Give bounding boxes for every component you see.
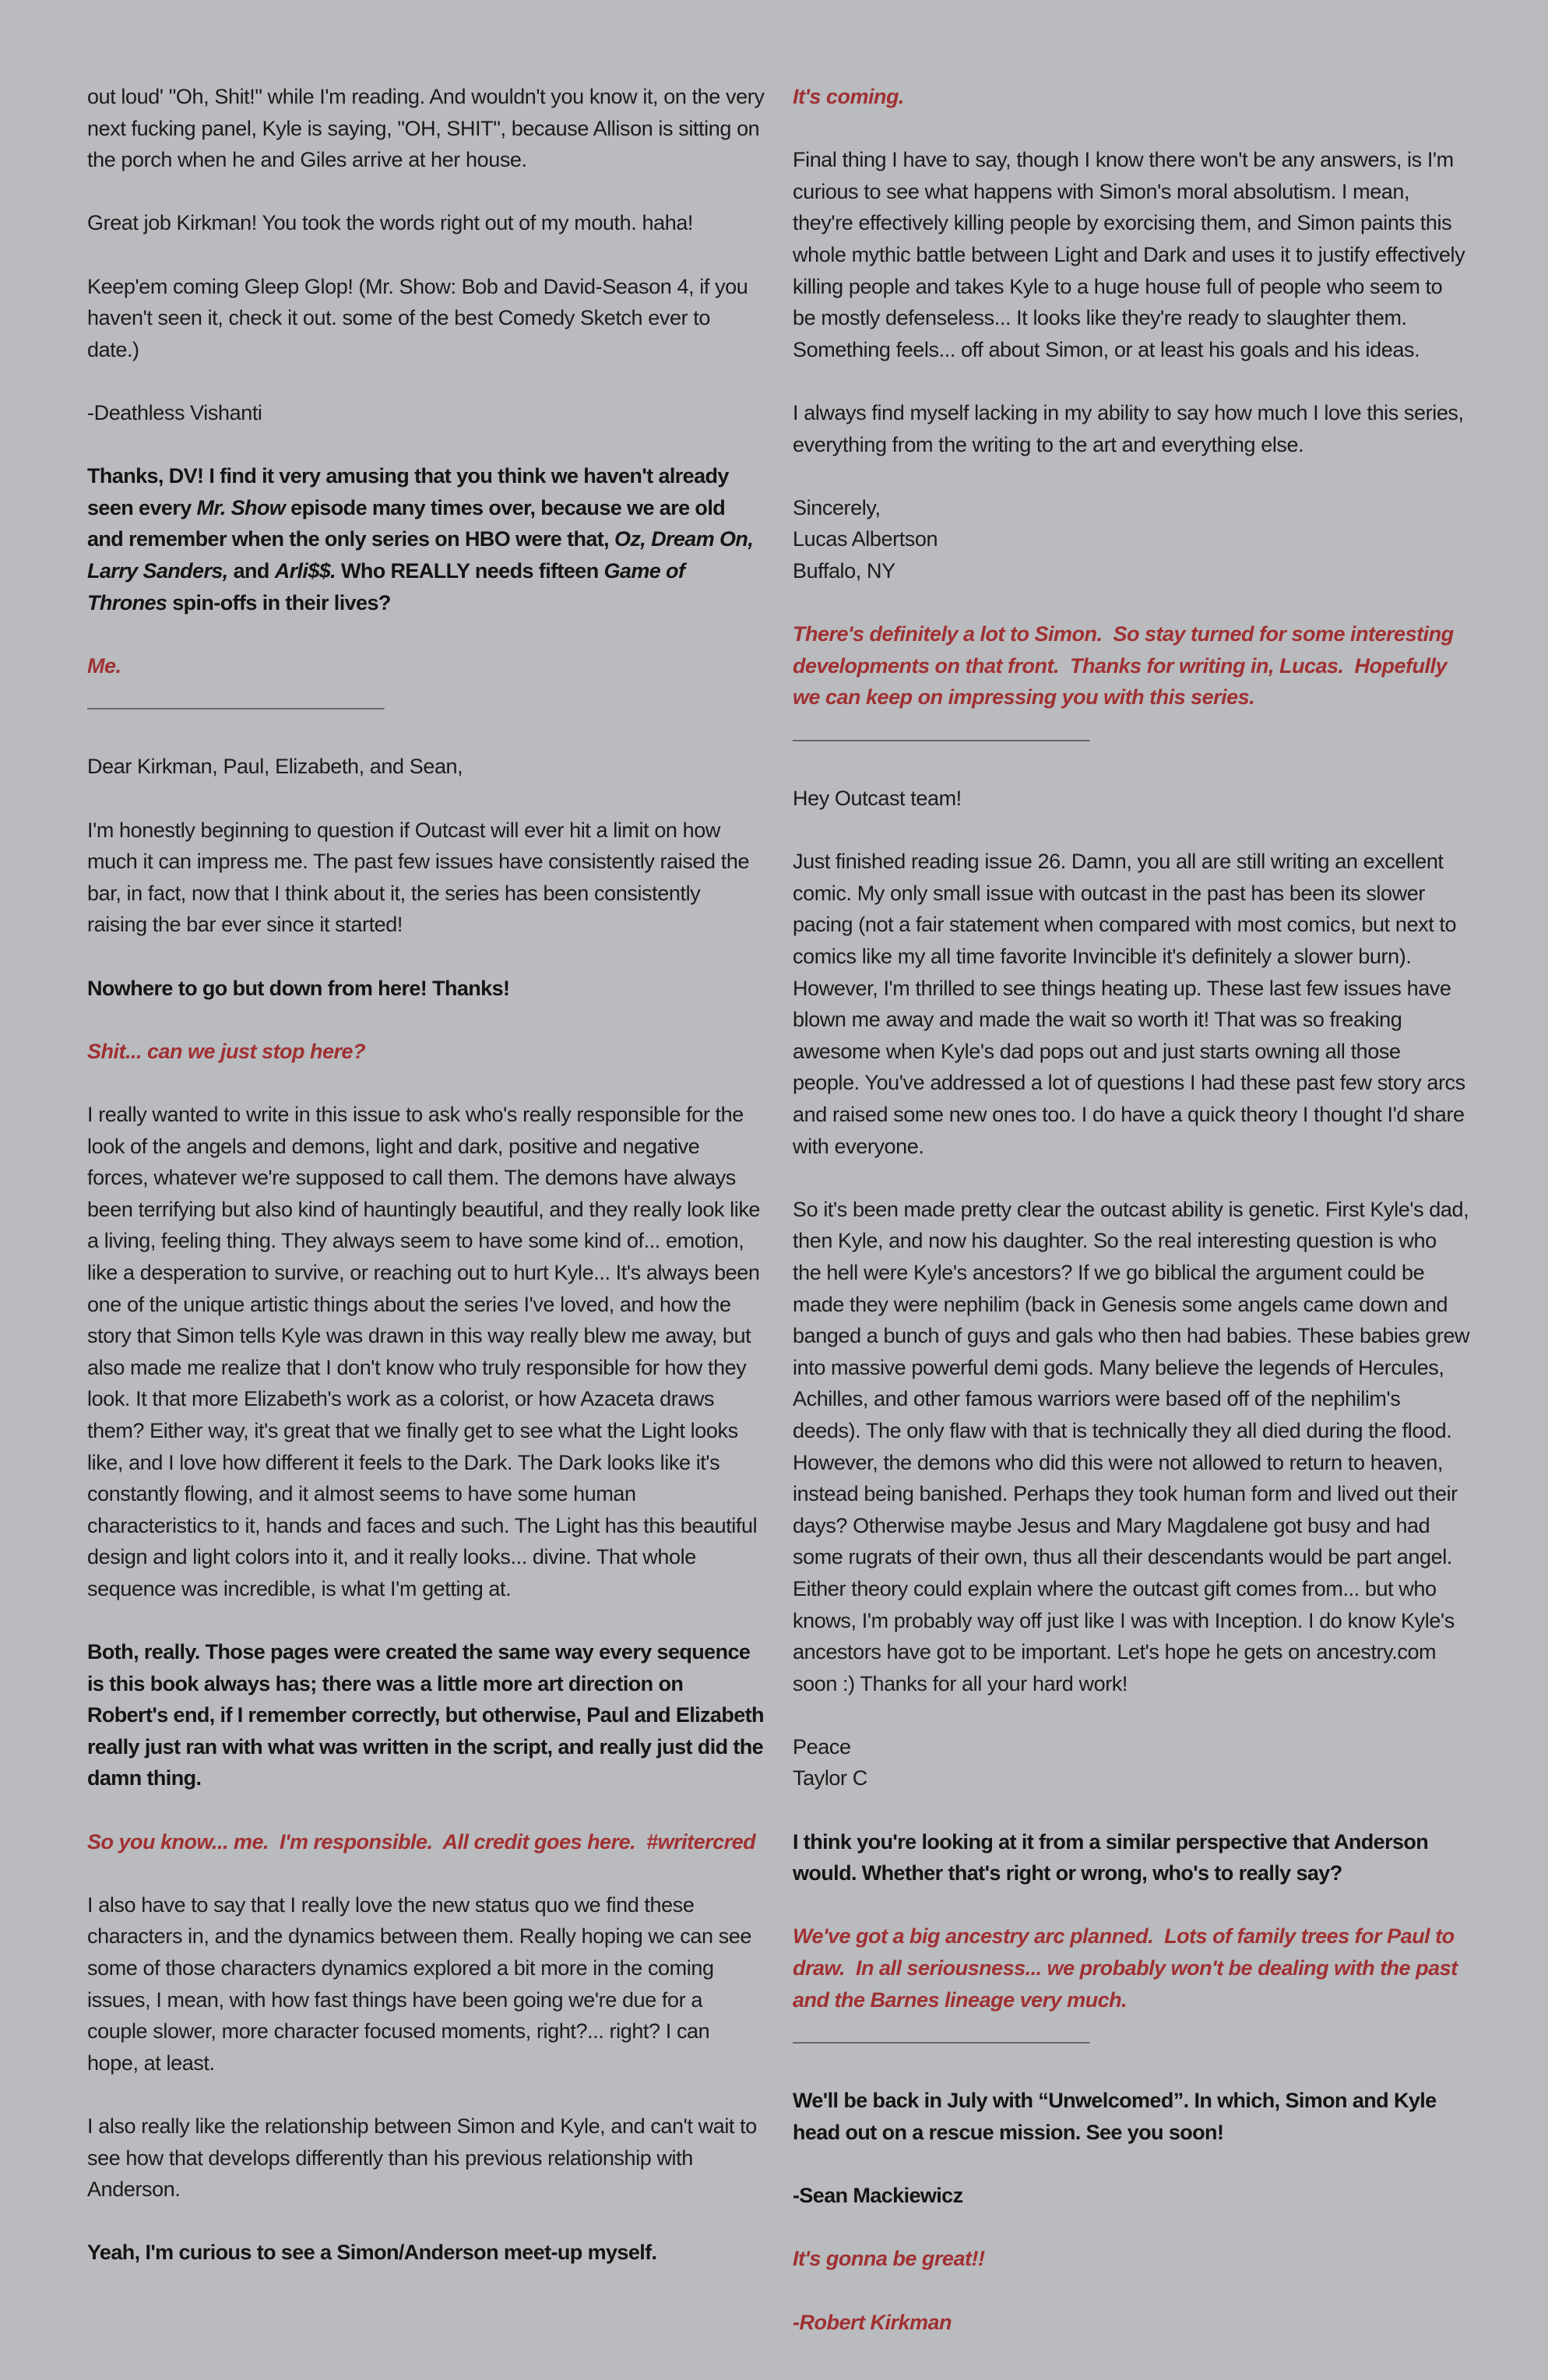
kirkman-reply: So you know... me. I'm responsible. All credit goes here. #writercred <box>87 1829 756 1854</box>
letter-text: Keep'em coming Gleep Glop! (Mr. Show: Bob and David-Season 4, if you haven't seen it, check it out. some of the best Comedy Sketch ever to date.) <box>87 274 754 361</box>
section-divider: ______________________________ <box>793 2027 1090 2047</box>
section-divider: ______________________________ <box>793 724 1090 745</box>
letter-text: Final thing I have to say, though I know there won't be any answers, is I'm curious to see what happens with Simon's moral absolutism. I mean, they're effectively killing people by exorcising them, and Simon paints this whole mythic battle between Light and Dark and uses it to justify effectively killing people and takes Kyle to a huge house full of people who seem to be mostly defenseless... It looks like they're ready to slaughter them. Something feels... off about Simon, or at least his goals and his ideas. <box>793 148 1471 361</box>
letter-text: I also really like the relationship between Simon and Kyle, and can't wait to see how that develops differently than his previous relationship with Anderson. <box>87 2114 762 2202</box>
letter-text: I also have to say that I really love the new status quo we find these characters in, and the dynamics between them. Really hoping we can see some of those characters dynamics explored a bit more in the coming issues, I mean, with how fast things have been going we're due for a couple slower, more character focused moments, right?... right? I can hope, at least. <box>87 1892 758 2075</box>
letter-text: I always find myself lacking in my ability to say how much I love this series, everything from the writing to the art and everything else. <box>793 400 1469 456</box>
letter-signature: Peace Taylor C <box>793 1734 867 1790</box>
letter-text: out loud' "Oh, Shit!" while I'm reading. And wouldn't you know it, on the very next fucking panel, Kyle is saying, "OH, SHIT", because Allison is sitting on the porch when he and Giles arrive at her house. <box>87 85 770 172</box>
letter-text: Great job Kirkman! You took the words right out of my mouth. haha! <box>87 211 694 235</box>
letter-salutation: Dear Kirkman, Paul, Elizabeth, and Sean, <box>87 755 463 779</box>
letter-salutation: Hey Outcast team! <box>793 787 962 811</box>
editor-reply: Both, really. Those pages were created the same way every sequence is this book always has; there was a little more art direction on Robert's end, if I remember correctly, but otherwise, Paul and Elizabeth really just ran with what was written in the script, and really just did the damn thing. <box>87 1640 769 1790</box>
right-column <box>793 81 1476 2370</box>
editor-reply: We'll be back in July with “Unwelcomed”. In which, Simon and Kyle head out on a rescue mission. See you soon! <box>793 2089 1442 2144</box>
letter-text: Just finished reading issue 26. Damn, you all are still writing an excellent comic. My only small issue with outcast in the past has been its slower pacing (not a fair statement when compared with most comics, but next to comics like my all time favorite Invincible it's definitely a slower burn). However, I'm thrilled to see things heating up. These last few issues have blown me away and made the wait so worth it! That was so freaking awesome when Kyle's dad pops out and just starts owning all those people. You've addressed a lot of questions I had these past few story arcs and raised some new ones too. I do have a quick theory I thought I'd share with everyone. <box>793 850 1471 1158</box>
editor-reply: I think you're looking at it from a similar perspective that Anderson would. Whether that's right or wrong, who's to really say? <box>793 1829 1434 1885</box>
section-divider: ______________________________ <box>87 693 385 713</box>
editor-reply: Thanks, DV! I find it very amusing that you think we haven't already seen every Mr. Show episode many times over, because we are old and remember when the only series on HBO were that, Oz, Dream On, Larry Sanders, and Arli$$. Who REALLY needs fifteen Game of Thrones spin-offs in their lives? <box>87 464 759 614</box>
left-column <box>87 81 770 2301</box>
letter-signature: Sincerely, Lucas Albertson Buffalo, NY <box>793 495 938 583</box>
letter-text: I really wanted to write in this issue to ask who's really responsible for the look of the angels and demons, light and dark, positive and negative forces, whatever we're supposed to call them. The demons have always been terrifying but also kind of hauntingly beautiful, and they really look like a living, feeling thing. They always seem to have some kind of... emotion, like a desperation to survive, or reaching out to hurt Kyle... It's always been one of the unique artistic things about the series I've loved, and how the story that Simon tells Kyle was drawn in this way really blew me away, but also made me realize that I don't know who truly responsible for how they look. It that more Elizabeth's work as a colorist, or how Azaceta draws them? Either way, it's great that we finally get to see what the Light looks like, and I love how different it feels to the Dark. The Dark looks like it's constantly flowing, and it almost seems to have some human characteristics to it, hands and faces and such. The Light has this beautiful design and light colors into it, and it really looks... divine. That whole sequence was incredible, is what I'm getting at. <box>87 1103 766 1600</box>
editor-signature: -Sean Mackiewicz <box>793 2184 963 2208</box>
kirkman-reply: Me. <box>87 653 121 678</box>
letter-signature: -Deathless Vishanti <box>87 400 262 424</box>
kirkman-reply: We've got a big ancestry arc planned. Lots of family trees for Paul to draw. In all seriousness... we probably won't be dealing with the past and the Barnes lineage very much. <box>793 1924 1463 2012</box>
letter-text: So it's been made pretty clear the outcast ability is genetic. First Kyle's dad, then Kyle, and now his daughter. So the real interesting question is who the hell were Kyle's ancestors? If we go biblical the argument could be made they were nephilim (back in Genesis some angels came down and banged a bunch of guys and gals who then had babies. These babies grew into massive powerful demi gods. Many believe the legends of Hercules, Achilles, and other famous warriors were based off of the nephilim's deeds). The only flaw with that is technically they all died during the flood. However, the demons who did this were not allowed to return to heaven, instead being banished. Perhaps they took human form and lived out their days? Otherwise maybe Jesus and Mary Magdalene got busy and had some rugrats of their own, thus all their descendants would be part angel. Either theory could explain where the outcast gift comes from... but who knows, I'm probably way off just like I was with Inception. I do know Kyle's ancestors have got to be important. Let's hope he gets on ancestry.com soon :) Thanks for all your hard work! <box>793 1197 1476 1695</box>
kirkman-reply: It's gonna be great!! <box>793 2247 985 2271</box>
kirkman-reply: There's definitely a lot to Simon. So stay turned for some interesting developments on that front. Thanks for writing in, Lucas. Hopefully we can keep on impressing you with this series. <box>793 622 1459 709</box>
kirkman-reply: It's coming. <box>793 85 904 108</box>
kirkman-reply: Shit... can we just stop here? <box>87 1039 366 1063</box>
editor-reply: Nowhere to go but down from here! Thanks! <box>87 976 510 1000</box>
editor-reply: Yeah, I'm curious to see a Simon/Anderson meet-up myself. <box>87 2241 657 2265</box>
letter-text: I'm honestly beginning to question if Outcast will ever hit a limit on how much it can impress me. The past few issues have consistently raised the bar, in fact, now that I think about it, the series has been consistently raising the bar ever since it started! <box>87 818 755 937</box>
kirkman-signature: -Robert Kirkman <box>793 2310 952 2334</box>
